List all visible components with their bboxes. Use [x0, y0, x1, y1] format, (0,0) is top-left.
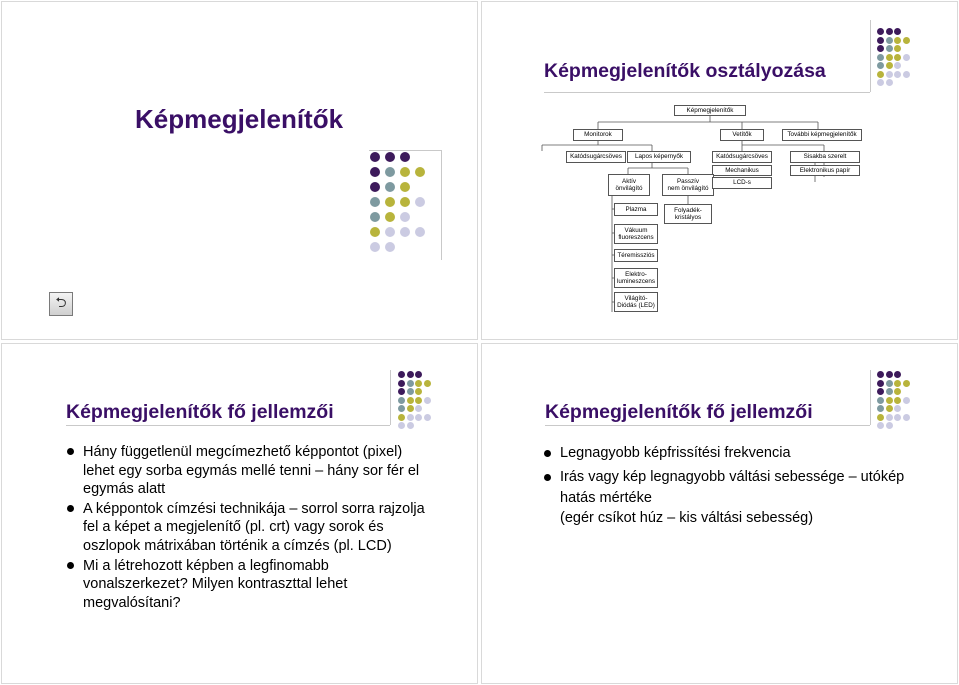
slide-3-bullet-list — [67, 443, 427, 612]
back-arrow-icon: ⮌ — [55, 295, 67, 311]
tree-node-mechanikus: Mechanikus — [712, 165, 772, 176]
decorative-dot — [385, 242, 395, 252]
decorative-dot — [400, 227, 410, 237]
decorative-dot — [424, 414, 431, 421]
decorative-dot — [886, 422, 893, 429]
decorative-dot — [886, 397, 893, 404]
decorative-dot — [385, 197, 395, 207]
slide-4-extra-line: (egér csíkot húz – kis váltási sebesség) — [560, 510, 814, 526]
decorative-dot — [398, 388, 405, 395]
decorative-dot — [877, 397, 884, 404]
decorative-dot — [398, 397, 405, 404]
decorative-dot — [407, 380, 414, 387]
decorative-dot — [415, 397, 422, 404]
slide-4-divider-vertical — [870, 370, 871, 425]
decorative-dot — [894, 380, 901, 387]
tree-node-lapos: Lapos képernyők — [627, 151, 691, 163]
decorative-dot — [398, 405, 405, 412]
decorative-dot — [407, 397, 414, 404]
decorative-dot — [370, 227, 380, 237]
tree-node-katodsugarcsoves-2: Katódsugárcsöves — [712, 151, 772, 163]
tree-node-plazma: Plazma — [614, 203, 658, 216]
bullet-dot — [544, 450, 551, 457]
tree-node-vakuum: Vákuum fluoreszcens — [614, 224, 658, 244]
decorative-dot — [407, 405, 414, 412]
bullet-dot — [67, 448, 74, 455]
tree-node-folyadek: Folyadék- kristályos — [664, 204, 712, 224]
slide-2-title: Képmegjelenítők osztályozása — [544, 60, 826, 82]
decorative-dot — [385, 227, 395, 237]
decorative-dot — [877, 371, 884, 378]
decorative-dot — [370, 212, 380, 222]
decorative-dot — [400, 152, 410, 162]
tree-node-vetitok: Vetítők — [720, 129, 764, 141]
slide-1-title: Képmegjelenítők — [135, 104, 344, 134]
decorative-dot — [398, 371, 405, 378]
tree-node-elektronikus: Elektronikus papír — [790, 165, 860, 176]
decorative-dot — [886, 380, 893, 387]
tree-node-katodsugarcsoves-1: Katódsugárcsöves — [566, 151, 626, 163]
decorative-dot — [400, 167, 410, 177]
decorative-dot — [385, 182, 395, 192]
tree-node-teremisszios: Téremissziós — [614, 249, 658, 262]
decorative-dot — [415, 414, 422, 421]
decorative-dot — [407, 388, 414, 395]
tree-node-vilagito: Világító- Diódás (LED) — [614, 292, 658, 312]
decorative-dot — [370, 197, 380, 207]
decorative-dot — [886, 371, 893, 378]
slide-4-divider-horizontal — [545, 425, 870, 426]
decorative-dot — [385, 152, 395, 162]
tree-node-aktiv: Aktív önvilágító — [608, 174, 650, 196]
decorative-dot — [424, 380, 431, 387]
decorative-dot — [400, 197, 410, 207]
decorative-dot — [370, 242, 380, 252]
decorative-dot — [877, 414, 884, 421]
slide-3-divider-horizontal — [66, 425, 390, 426]
decorative-dot — [886, 388, 893, 395]
decorative-dot — [415, 405, 422, 412]
decorative-dot — [877, 405, 884, 412]
decorative-dot — [415, 371, 422, 378]
decorative-dot — [877, 380, 884, 387]
decorative-dot — [903, 397, 910, 404]
bullet-item: Mi a létrehozott képben a legfinomabb vonalszerkezet? Milyen kontraszttal lehet megvalósítani? — [67, 557, 427, 613]
slide-4-title: Képmegjelenítők fő jellemzői — [545, 401, 813, 423]
decorative-dot — [385, 212, 395, 222]
slide-4 — [481, 343, 958, 684]
tree-node-tovabbi: További képmegjelenítők — [782, 129, 862, 141]
slide-4-bullet-list — [544, 443, 914, 509]
decorative-dot — [877, 388, 884, 395]
decorative-dot — [903, 414, 910, 421]
tree-node-passziv: Passzív nem önvilágító — [662, 174, 714, 196]
decorative-dot — [407, 371, 414, 378]
tree-node-elektro: Elektro- lumineszcens — [614, 268, 658, 288]
decorative-dot — [424, 397, 431, 404]
decorative-dot — [894, 388, 901, 395]
decorative-dot — [370, 167, 380, 177]
decorative-dot — [894, 405, 901, 412]
tree-node-lcds: LCD-s — [712, 177, 772, 189]
decorative-dot — [385, 167, 395, 177]
bullet-dot — [67, 562, 74, 569]
slide-1-divider-vertical — [441, 150, 442, 260]
slide-3-divider-vertical — [390, 370, 391, 425]
bullet-dot — [67, 505, 74, 512]
decorative-dot — [886, 405, 893, 412]
bullet-item: Legnagyobb képfrissítési frekvencia — [544, 443, 914, 464]
decorative-dot — [370, 182, 380, 192]
decorative-dot — [415, 197, 425, 207]
decorative-dot — [400, 182, 410, 192]
tree-node-root: Képmegjelenítők — [674, 105, 746, 116]
slide-2 — [481, 1, 958, 340]
decorative-dot — [407, 422, 414, 429]
decorative-dot — [370, 152, 380, 162]
decorative-dot — [415, 388, 422, 395]
slide-3 — [1, 343, 478, 684]
decorative-dot — [886, 414, 893, 421]
decorative-dot — [894, 371, 901, 378]
decorative-dot — [903, 380, 910, 387]
decorative-dot — [415, 227, 425, 237]
bullet-item: A képpontok címzési technikája – sorrol sorra rajzolja fel a képet a megjelenítő (pl. crt) vagy sorok és oszlopok mátrixában történik a címzés (pl. LCD) — [67, 500, 427, 556]
slide-1-divider-horizontal — [369, 150, 441, 151]
tree-node-sisakba: Sisakba szerelt — [790, 151, 860, 163]
decorative-dot — [398, 422, 405, 429]
slide-1 — [1, 1, 478, 340]
tree-node-monitorok: Monitorok — [573, 129, 623, 141]
decorative-dot — [415, 167, 425, 177]
decorative-dot — [415, 380, 422, 387]
decorative-dot — [398, 414, 405, 421]
decorative-dot — [894, 397, 901, 404]
bullet-item: Irás vagy kép legnagyobb váltási sebessége – utókép hatás mértéke — [544, 467, 914, 509]
decorative-dot — [877, 422, 884, 429]
bullet-item: Hány függetlenül megcímezhető képpontot (pixel) lehet egy sorba egymás mellé tenni – hány sor fér el egymás alatt — [67, 443, 427, 499]
decorative-dot — [894, 414, 901, 421]
slide-3-title: Képmegjelenítők fő jellemzői — [66, 401, 334, 423]
decorative-dot — [398, 380, 405, 387]
back-button[interactable] — [49, 292, 73, 316]
bullet-dot — [544, 474, 551, 481]
decorative-dot — [400, 212, 410, 222]
decorative-dot — [407, 414, 414, 421]
